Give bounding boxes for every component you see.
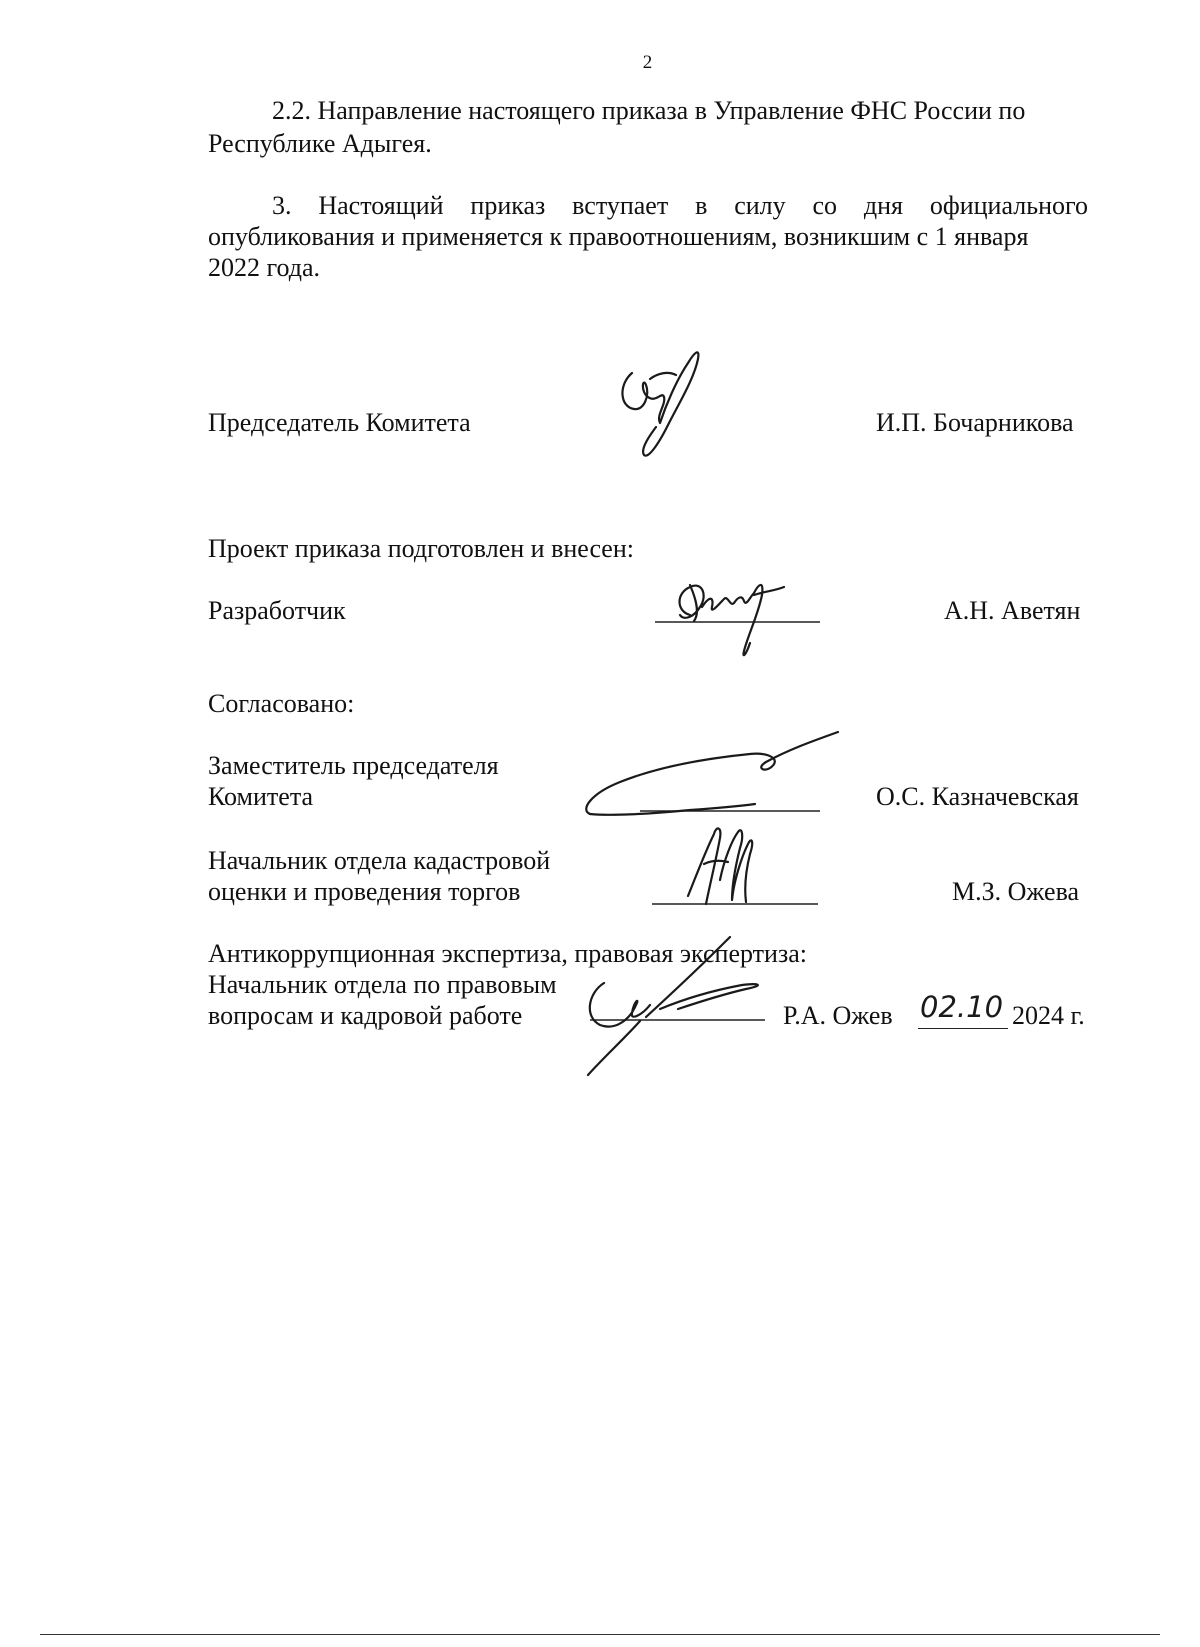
developer-name: А.Н. Аветян xyxy=(944,596,1081,625)
cadastral-head-signature xyxy=(640,820,820,915)
legal-head-date-year: 2024 г. xyxy=(1012,1001,1085,1030)
expertise-heading: Антикоррупционная экспертиза, правовая экспертиза: xyxy=(208,939,807,968)
agreed-heading: Согласовано: xyxy=(208,689,355,718)
cadastral-head-position-line-2: оценки и проведения торгов xyxy=(208,877,521,906)
chair-signature xyxy=(610,345,720,465)
paragraph-2-2-line-2: Республике Адыгея. xyxy=(208,129,432,158)
chair-position: Председатель Комитета xyxy=(208,408,471,437)
page-number: 2 xyxy=(642,52,653,73)
legal-head-name: Р.А. Ожев xyxy=(783,1001,893,1030)
cadastral-head-name: М.З. Ожева xyxy=(952,877,1080,906)
deputy-position-line-1: Заместитель председателя xyxy=(208,751,499,780)
date-underline xyxy=(918,1028,1008,1029)
paragraph-3-line-3: 2022 года. xyxy=(208,253,321,282)
legal-head-handwritten-date: 02.10 xyxy=(920,990,1004,1024)
paragraph-3-line-2: опубликования и применяется к правоотношениям, возникшим с 1 января xyxy=(208,222,1029,251)
legal-head-signature xyxy=(560,935,780,1085)
legal-head-position-line-1: Начальник отдела по правовым xyxy=(208,970,557,999)
bottom-rule xyxy=(40,1634,1160,1635)
chair-name: И.П. Бочарникова xyxy=(876,408,1074,437)
paragraph-2-2-line-1: 2.2. Направление настоящего приказа в Управление ФНС России по xyxy=(272,96,1026,125)
developer-signature xyxy=(650,555,835,665)
paragraph-3-line-1: 3. Настоящий приказ вступает в силу со дня официального xyxy=(272,191,1088,220)
cadastral-head-position-line-1: Начальник отдела кадастровой xyxy=(208,846,551,875)
legal-head-position-line-2: вопросам и кадровой работе xyxy=(208,1001,523,1030)
deputy-position-line-2: Комитета xyxy=(208,782,314,811)
deputy-signature xyxy=(570,730,855,825)
developer-position: Разработчик xyxy=(208,596,346,625)
project-heading: Проект приказа подготовлен и внесен: xyxy=(208,534,634,563)
deputy-name: О.С. Казначевская xyxy=(876,782,1079,811)
